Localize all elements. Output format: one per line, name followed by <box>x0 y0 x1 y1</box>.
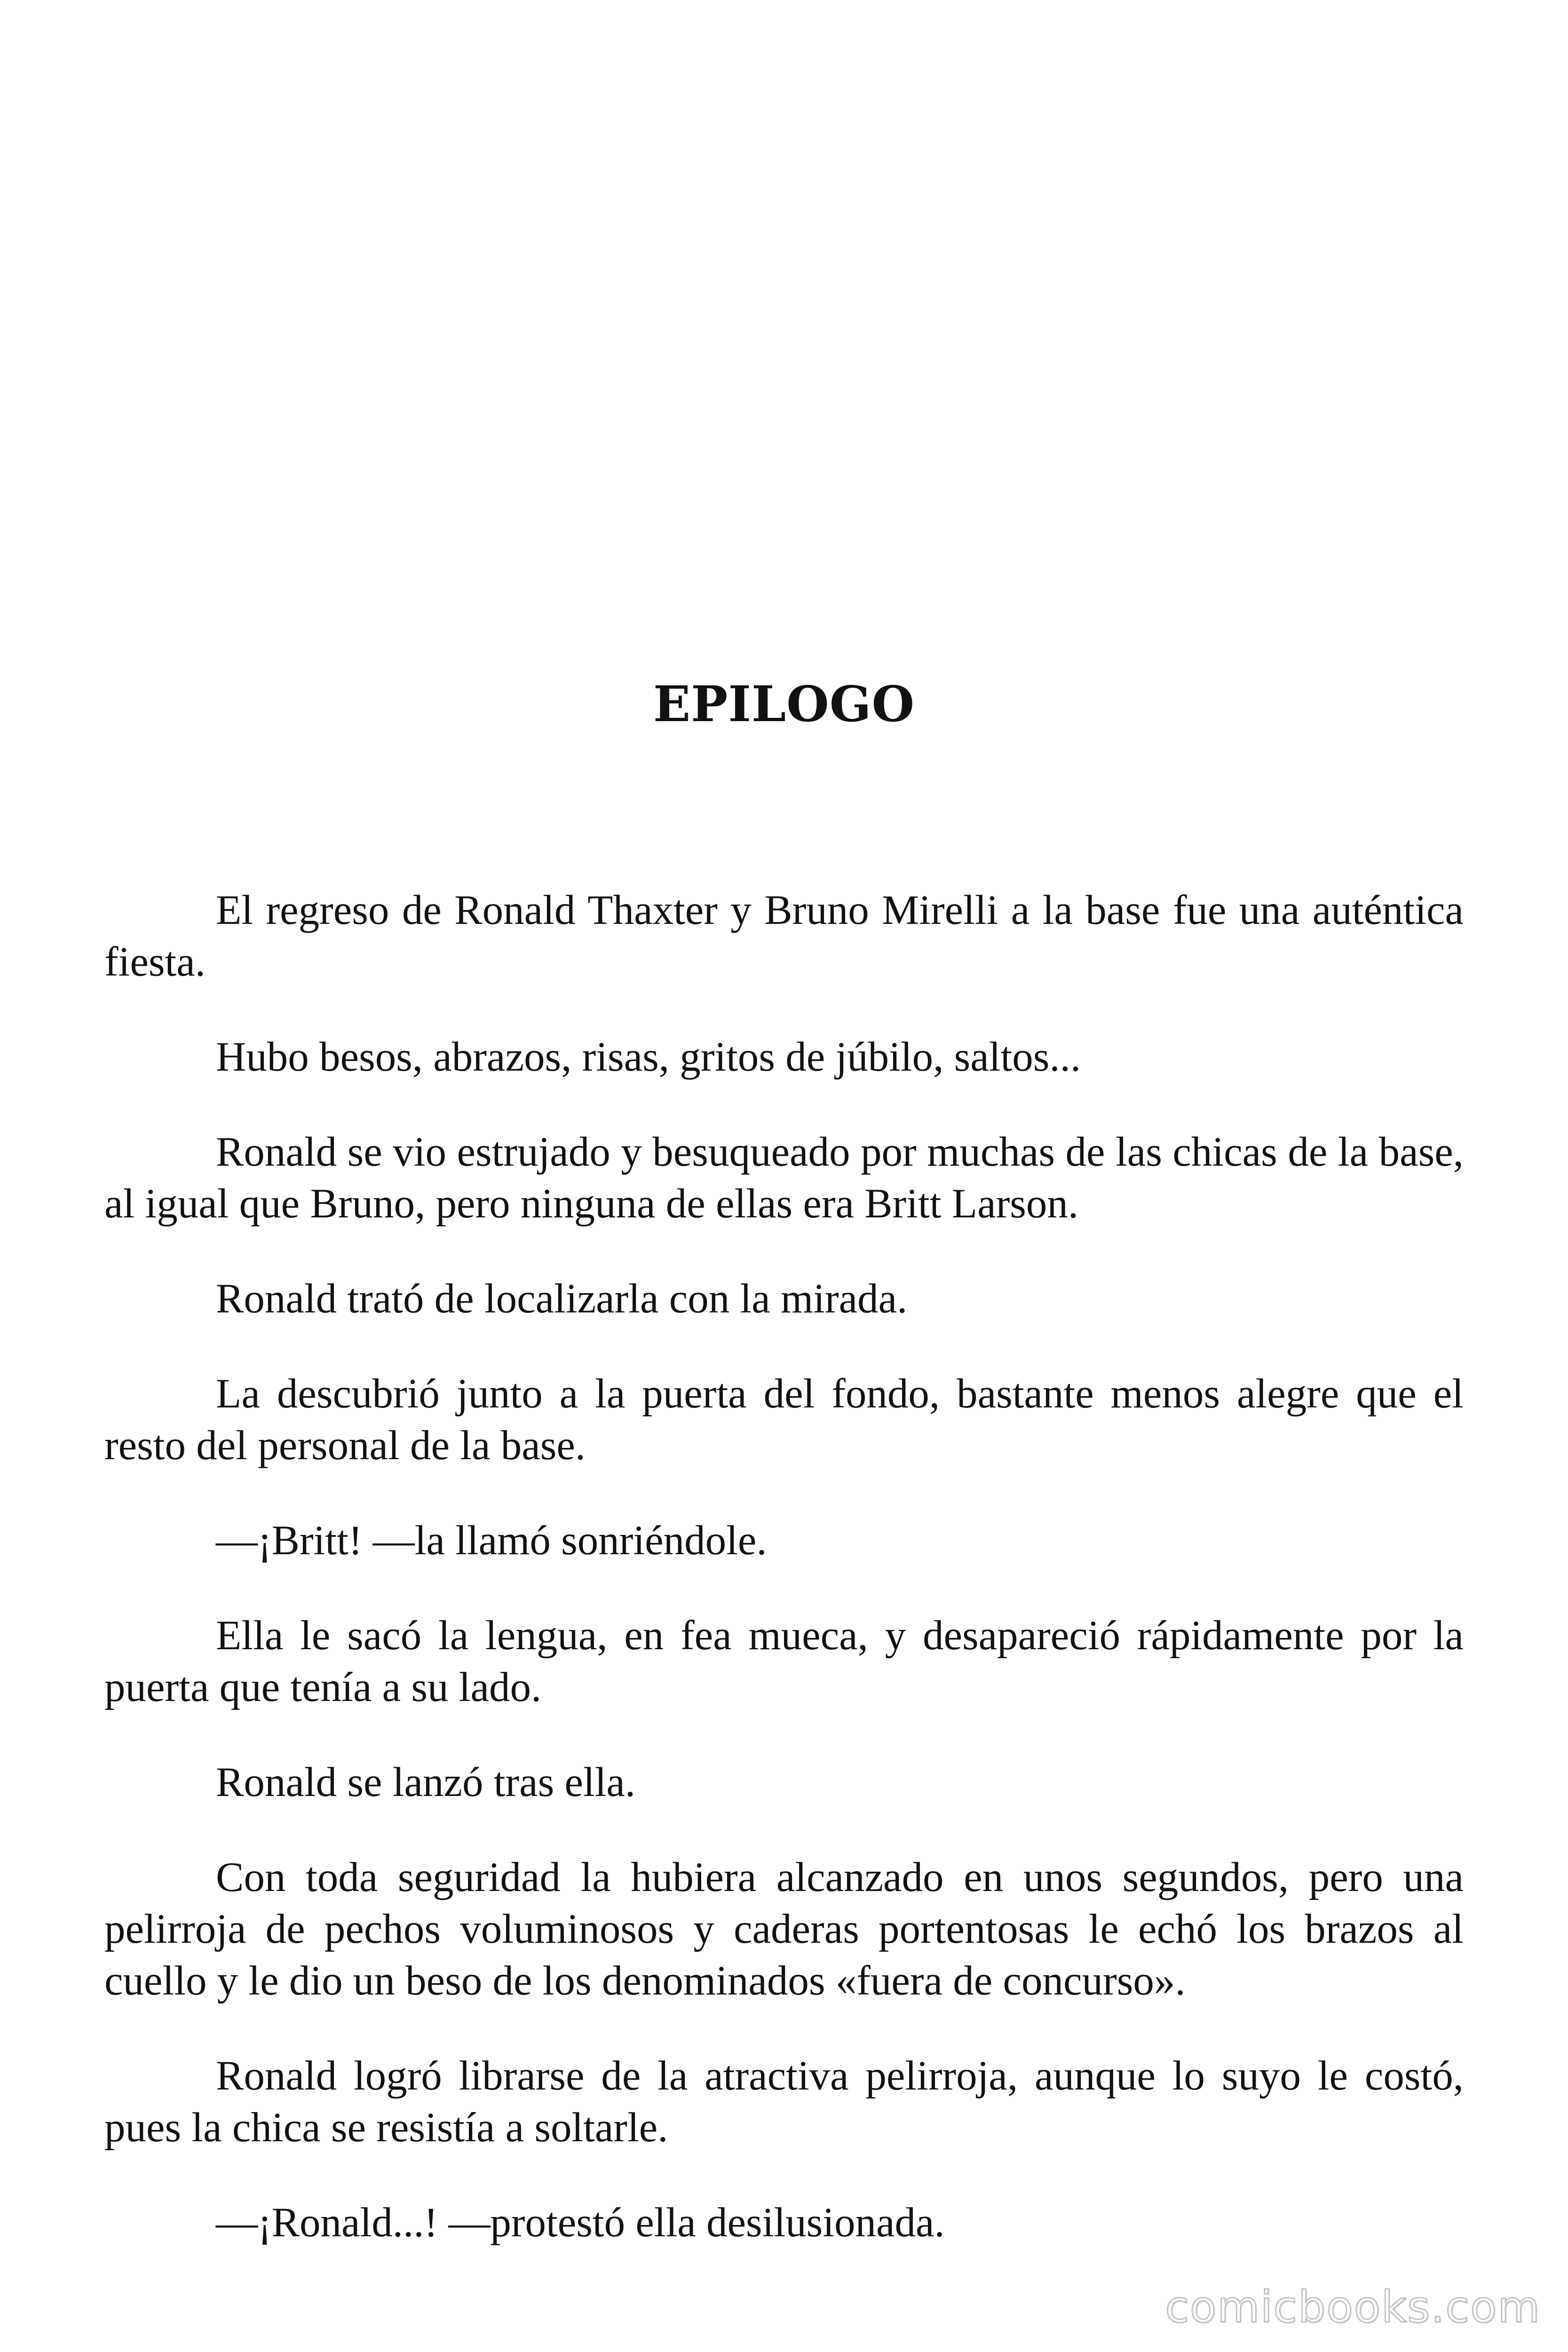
paragraph: Ella le sacó la lengua, en fea mueca, y desapareció rápidamente por la puerta que tenía a su lado. <box>104 1613 1464 1710</box>
chapter-title: EPILOGO <box>653 675 915 733</box>
paragraph: —¡Britt! —la llamó sonriéndole. <box>216 1518 767 1564</box>
paragraph: —¡Ronald...! —protestó ella desilusionada. <box>216 2200 945 2246</box>
watermark-logo: comicbooks.com <box>1165 2282 1541 2332</box>
paragraph: Ronald se lanzó tras ella. <box>216 1759 636 1805</box>
paragraph: Ronald logró librarse de la atractiva pelirroja, aunque lo suyo le costó, pues la chica se resistía a soltarle. <box>104 2053 1464 2151</box>
paragraph: Ronald se vio estrujado y besuqueado por muchas de las chicas de la base, al igual que Bruno, pero ninguna de ellas era Britt Larson. <box>104 1129 1464 1227</box>
paragraph: El regreso de Ronald Thaxter y Bruno Mirelli a la base fue una auténtica fiesta. <box>104 887 1464 985</box>
paragraph: Hubo besos, abrazos, risas, gritos de júbilo, saltos... <box>216 1034 1081 1080</box>
paragraph: Ronald trató de localizarla con la mirada. <box>216 1276 908 1322</box>
paragraph: La descubrió junto a la puerta del fondo, bastante menos alegre que el resto del personal de la base. <box>104 1371 1464 1469</box>
paragraph: Con toda seguridad la hubiera alcanzado en unos segundos, pero una pelirroja de pechos voluminosos y caderas portentosas le echó los brazos al cuello y le dio un beso de los denominados «fuera de concurso». <box>104 1854 1464 2004</box>
chapter-body <box>104 884 1464 2292</box>
